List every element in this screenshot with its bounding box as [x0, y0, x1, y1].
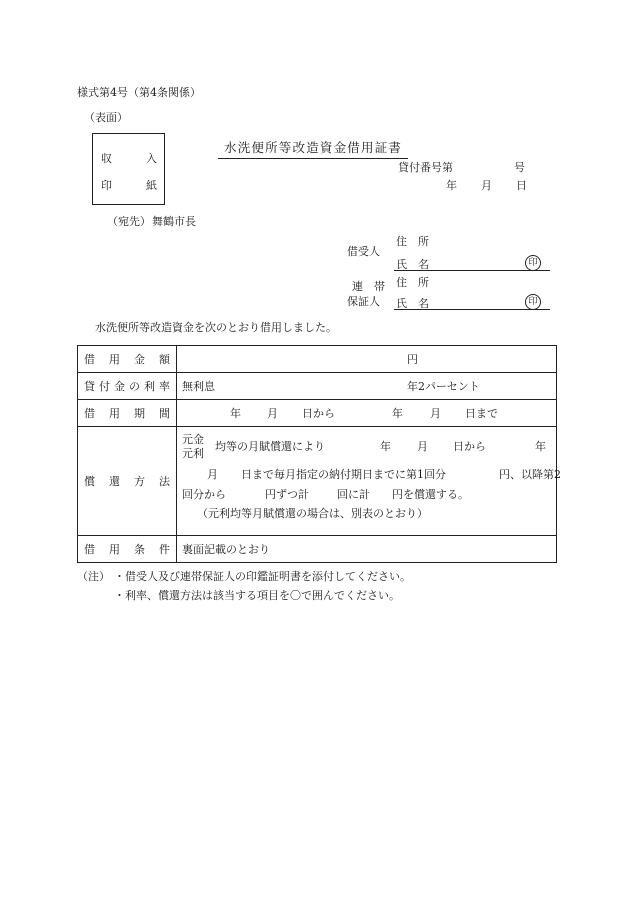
- period-month-from: 月: [267, 407, 278, 420]
- period-day-from: 日から: [302, 407, 335, 420]
- addressee-prefix: （宛先）: [107, 215, 151, 228]
- table-row: [78, 346, 557, 373]
- loan-terms-table: [77, 345, 561, 563]
- repayment-line3-a: 回分から: [182, 488, 226, 501]
- period-year-until: 年: [392, 407, 403, 420]
- note-2: ・利率、償還方法は該当する項目を〇で囲んでください。: [114, 589, 400, 602]
- interest-option-rate: 年2パーセント: [407, 380, 480, 393]
- guarantor-role-line1: 連 帯: [352, 280, 385, 293]
- notes-prefix: （注）: [77, 570, 110, 583]
- stamp-char: 入: [146, 152, 157, 165]
- repayment-option-both: 元利: [182, 447, 204, 460]
- period-day-until: 日まで: [465, 407, 498, 420]
- guarantor-seal-mark: 印: [525, 294, 541, 310]
- repayment-line2-month: 月: [207, 468, 218, 481]
- amount-unit: 円: [407, 353, 418, 366]
- guarantor-role-line2: 保証人: [347, 295, 380, 308]
- repayment-line3-b: 円ずつ計: [265, 488, 309, 501]
- date-month: 月: [481, 179, 492, 192]
- stamp-char: 収: [101, 152, 112, 165]
- conditions-label: 借用条件: [78, 536, 177, 563]
- conditions-value: 裏面記載のとおり: [182, 543, 270, 556]
- guarantor-address-label: 住 所: [396, 276, 429, 289]
- borrower-role: 借受人: [347, 245, 380, 258]
- repayment-line2-text: 日まで毎月指定の納付期日までに第1回分: [241, 468, 446, 481]
- repayment-line1-year: 年: [380, 440, 391, 453]
- note-1: ・借受人及び連帯保証人の印鑑証明書を添付してください。: [114, 570, 411, 583]
- addressee-name: 舞鶴市長: [152, 215, 196, 228]
- interest-label: 貸付金の利率: [78, 373, 177, 400]
- date-day: 日: [516, 179, 527, 192]
- borrower-name-line: [394, 270, 550, 271]
- table-row: [78, 427, 557, 536]
- repayment-line1-text: 均等の月賦償還により: [215, 440, 325, 453]
- side-label: （表面）: [84, 111, 128, 124]
- loan-number-label: 貸付番号第: [398, 161, 453, 174]
- conditions-cell: [177, 536, 557, 563]
- table-row: [78, 536, 557, 563]
- repayment-line1-year2: 年: [535, 440, 546, 453]
- table-row: [78, 400, 557, 427]
- repayment-line4: （元利均等月賦償還の場合は、別表のとおり）: [197, 507, 428, 520]
- borrower-seal-mark: 印: [525, 255, 541, 271]
- intro-text: 水洗便所等改造資金を次のとおり借用しました。: [95, 321, 337, 334]
- repayment-option-principal: 元金: [182, 433, 204, 446]
- borrower-address-label: 住 所: [396, 235, 429, 248]
- period-month-until: 月: [430, 407, 441, 420]
- stamp-char: 紙: [146, 179, 157, 192]
- repayment-line3-c: 回に計: [337, 488, 370, 501]
- date-year: 年: [446, 179, 457, 192]
- loan-number-suffix: 号: [514, 161, 525, 174]
- interest-cell: [177, 373, 557, 400]
- amount-cell: [177, 346, 557, 373]
- period-cell: [177, 400, 557, 427]
- document-title: 水洗便所等改造資金借用証書: [218, 138, 408, 159]
- repayment-label: 償還方法: [78, 427, 177, 536]
- period-label: 借用期間: [78, 400, 177, 427]
- table-row: [78, 373, 557, 400]
- borrower-name-label: 氏 名: [396, 258, 429, 271]
- period-year-from: 年: [230, 407, 241, 420]
- form-number: 様式第4号（第4条関係）: [77, 86, 201, 99]
- revenue-stamp-box: [92, 133, 165, 205]
- repayment-cell: [177, 427, 561, 536]
- interest-option-free: 無利息: [182, 380, 215, 393]
- repayment-line1-month: 月: [417, 440, 428, 453]
- repayment-line3-d: 円を償還する。: [392, 488, 469, 501]
- guarantor-name-label: 氏 名: [396, 297, 429, 310]
- repayment-line1-from: 日から: [453, 440, 486, 453]
- amount-label: 借用金額: [78, 346, 177, 373]
- stamp-char: 印: [101, 179, 112, 192]
- repayment-line2-yen: 円、以降第2: [499, 468, 561, 481]
- guarantor-name-line: [394, 309, 550, 310]
